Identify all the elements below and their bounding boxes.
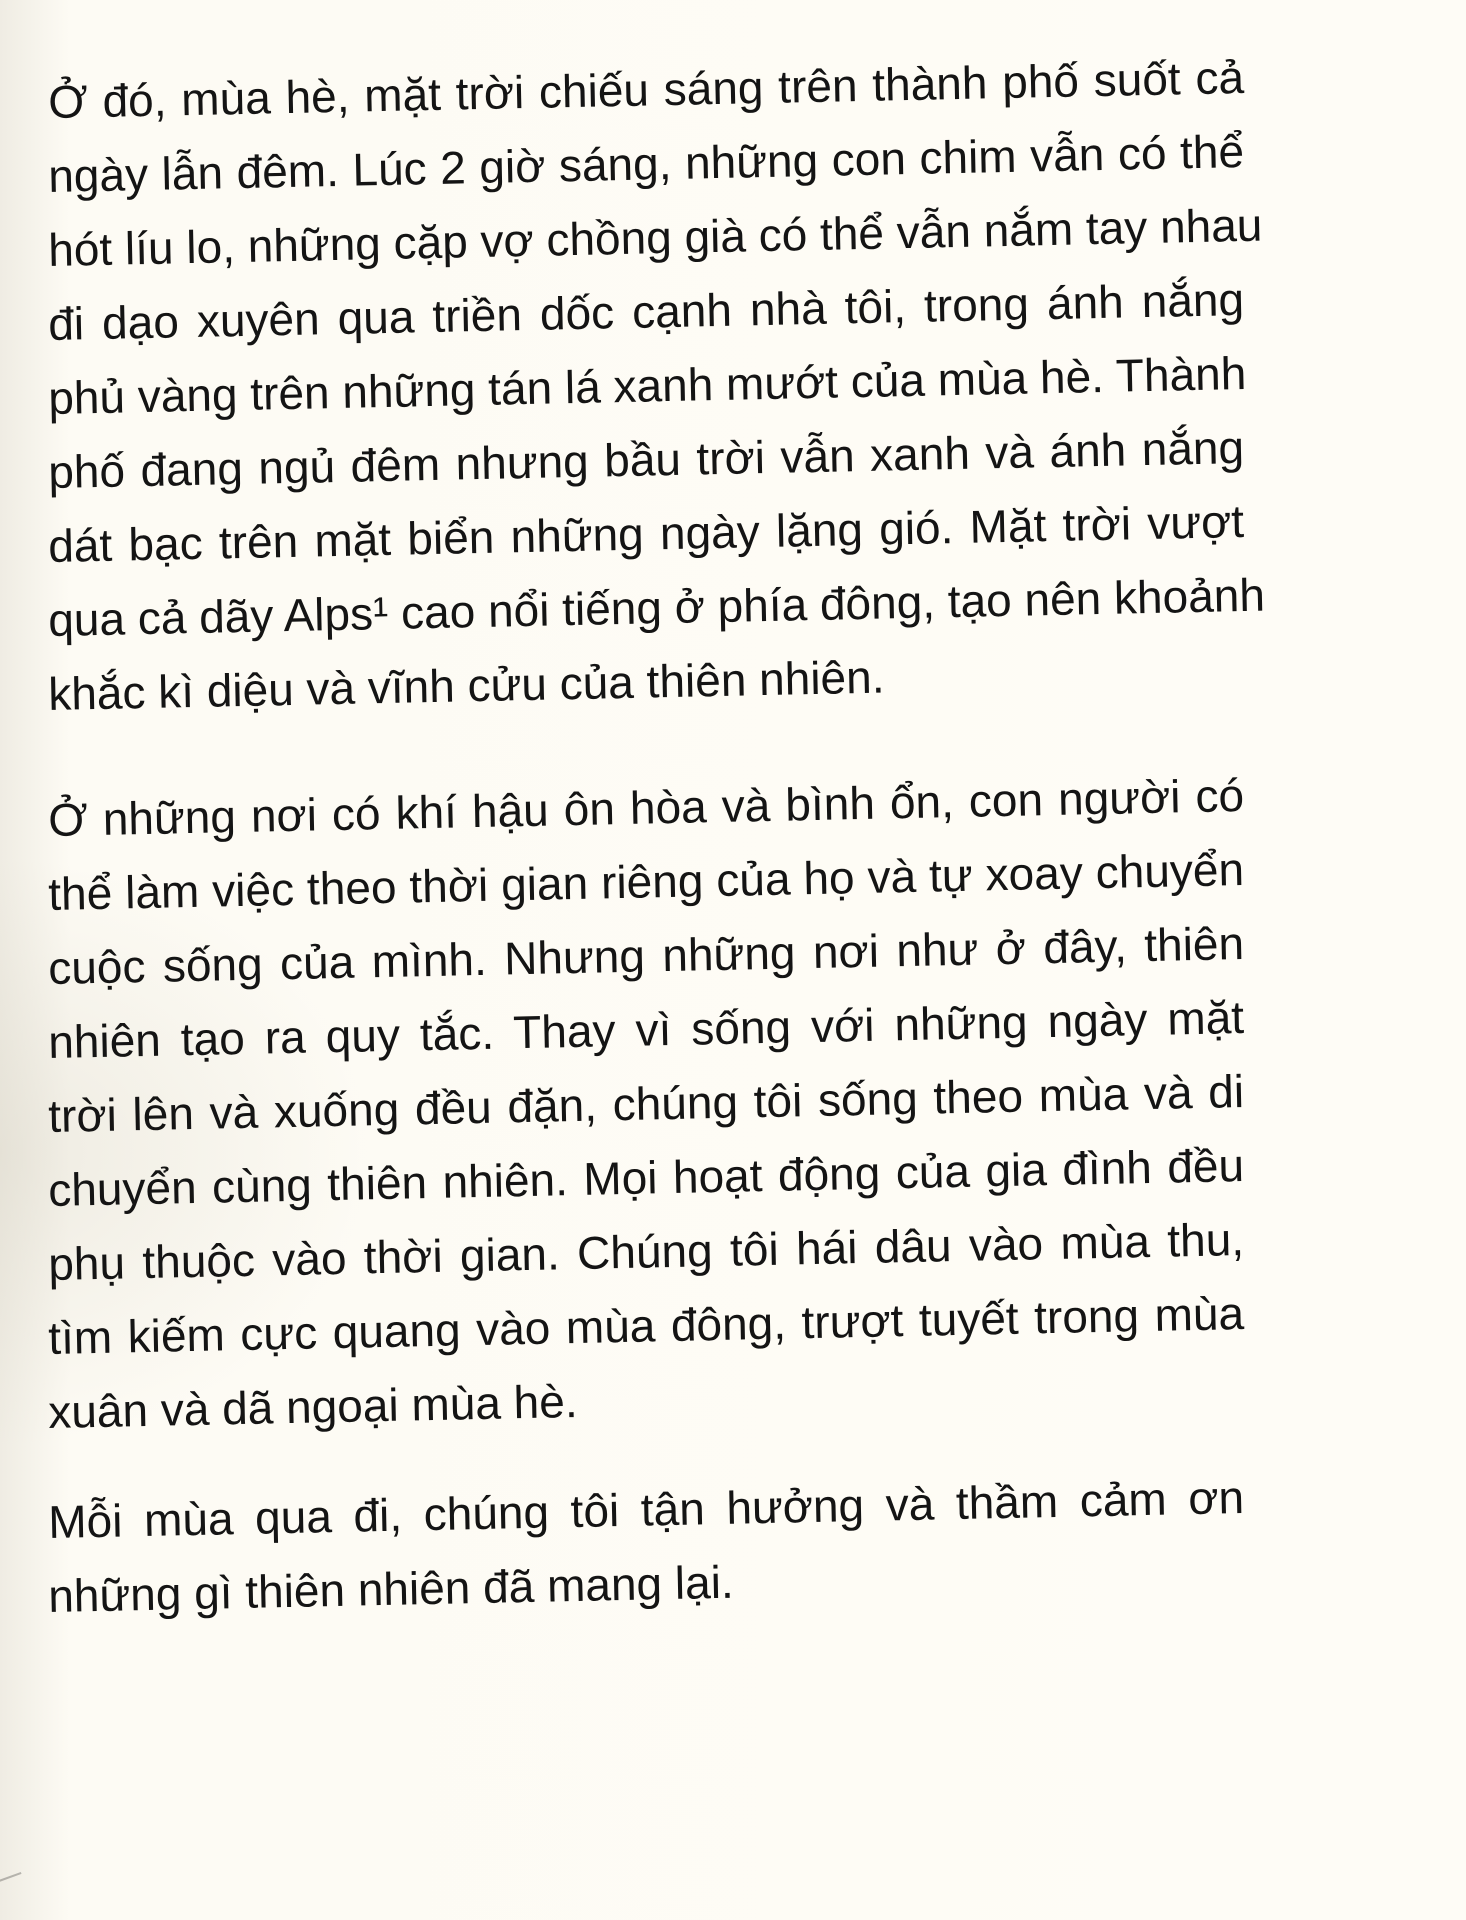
paragraph-1 — [47, 40, 1266, 721]
text-line: tìm kiếm cực quang vào mùa đông, trượt tuyết trong mùa — [47, 1287, 1245, 1365]
text-line: Ở đó, mùa hè, mặt trời chiếu sáng trên thành phố suốt cả — [47, 51, 1245, 129]
text-line: hót líu lo, những cặp vợ chồng già có thể vẫn nắm tay nhau — [47, 198, 1263, 277]
text-line: nhiên tạo ra quy tắc. Thay vì sống với những ngày mặt — [47, 991, 1245, 1069]
text-line: khắc kì diệu và vĩnh cửu của thiên nhiên. — [47, 650, 885, 721]
text-line: cuộc sống của mình. Nhưng những nơi như ở đây, thiên — [47, 917, 1245, 995]
paragraph-3 — [47, 1460, 1248, 1623]
text-line: dát bạc trên mặt biển những ngày lặng gió. Mặt trời vượt — [47, 495, 1245, 573]
text-line: ngày lẫn đêm. Lúc 2 giờ sáng, những con chim vẫn có thể — [47, 125, 1245, 203]
text-line: Ở những nơi có khí hậu ôn hòa và bình ổn, con người có — [47, 769, 1245, 847]
text-line: xuân và dã ngoại mùa hè. — [47, 1374, 579, 1439]
text-line: qua cả dãy Alps¹ cao nổi tiếng ở phía đông, tạo nên khoảnh — [47, 568, 1266, 647]
text-line: đi dạo xuyên qua triền dốc cạnh nhà tôi, trong ánh nắng — [47, 273, 1245, 351]
text-line: những gì thiên nhiên đã mang lại. — [47, 1555, 735, 1623]
page-corner-mark — [0, 1872, 34, 1920]
page-text — [47, 40, 1266, 1623]
text-line: phủ vàng trên những tán lá xanh mướt của mùa hè. Thành — [47, 346, 1247, 425]
text-line: trời lên và xuống đều đặn, chúng tôi sống theo mùa và di — [47, 1065, 1245, 1143]
text-line: Mỗi mùa qua đi, chúng tôi tận hưởng và thầm cảm ơn — [47, 1471, 1245, 1549]
text-line: chuyển cùng thiên nhiên. Mọi hoạt động của gia đình đều — [47, 1139, 1245, 1217]
paragraph-2 — [47, 758, 1248, 1439]
text-line: thể làm việc theo thời gian riêng của họ và tự xoay chuyển — [47, 843, 1245, 921]
text-line: phố đang ngủ đêm nhưng bầu trời vẫn xanh và ánh nắng — [47, 421, 1245, 499]
text-line: phụ thuộc vào thời gian. Chúng tôi hái dâu vào mùa thu, — [47, 1213, 1245, 1291]
